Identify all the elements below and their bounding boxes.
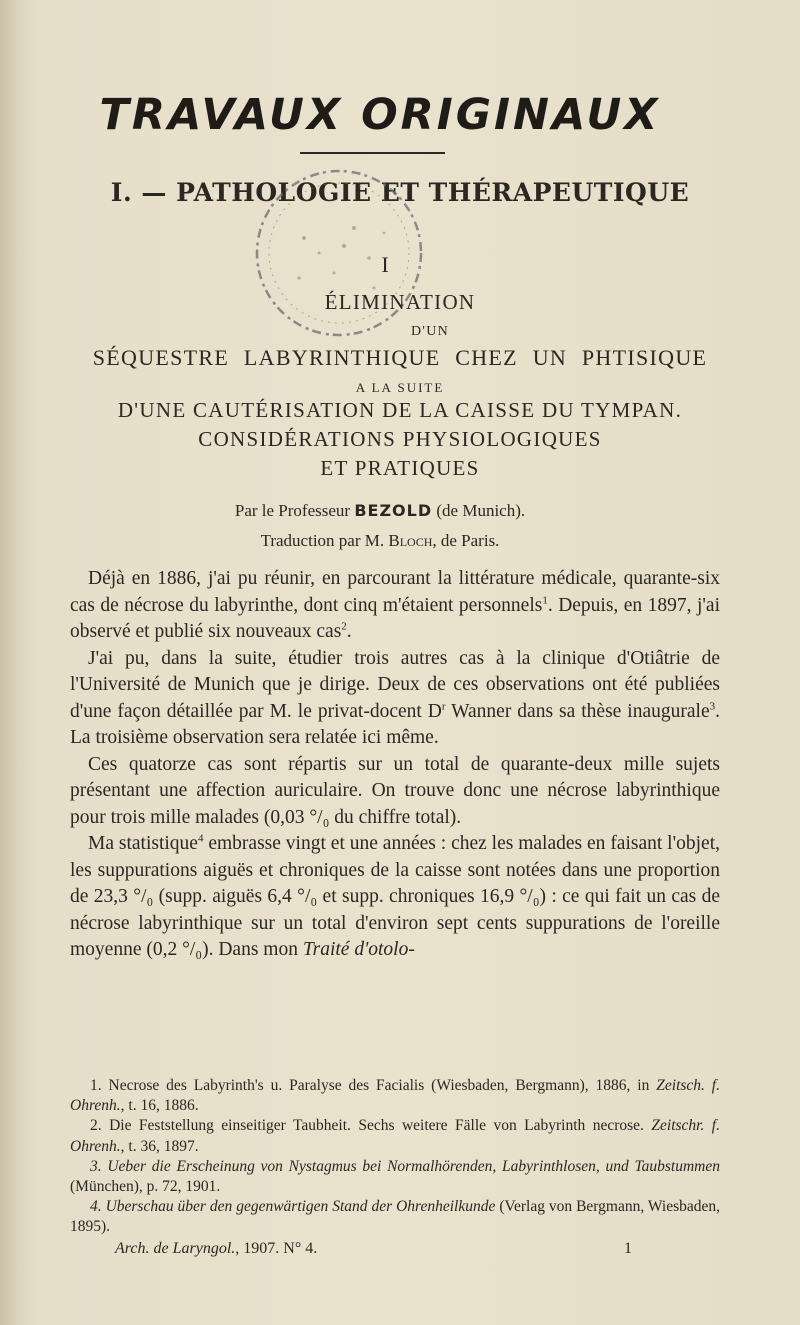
italic-run: Arch. de Laryngol. — [115, 1240, 236, 1257]
article-title-line5: D'UNE CAUTÉRISATION DE LA CAISSE DU TYMPAN. — [117, 398, 683, 422]
footnote-4 — [70, 1197, 720, 1237]
section-heading: I. — PATHOLOGIE ET THÉRAPEUTIQUE — [110, 178, 690, 207]
text-run: Wanner dans sa thèse inaugurale — [445, 700, 710, 722]
article-title-line2: D'UN — [410, 324, 450, 339]
paragraph — [70, 566, 720, 646]
article-title-line7: ET PRATIQUES — [320, 456, 480, 480]
paragraph — [70, 646, 720, 752]
text-run: , t. 36, 1897. — [120, 1137, 199, 1155]
library-stamp-icon — [244, 158, 434, 348]
text-run: 2. Die Feststellung einseitiger Taubheit. Sechs weitere Fälle von Labyrinth necrose. — [90, 1117, 652, 1135]
text-run: J'ai pu, dans la suite, étudier trois autres cas à la clinique d'Otiâtrie de l'Université de Munich que je dirige. Deux de ces observations ont été publiées d'une façon détaillée par M. le privat-docent D — [70, 647, 720, 722]
title-rule — [300, 152, 445, 154]
text-run: embrasse vingt et une années : chez les malades en faisant l'objet, les suppurations aiguës et chroniques de la caisse sont notées dans une proportion de 23,3 °/₀ (supp. aiguës 6,4 °/₀ et supp. chroniques 16,9 °/₀) : ce qui fait un cas de nécrose labyrinthique sur un total d'environ sept cents suppurations de l'oreille moyenne (0,2 °/₀). Dans mon — [70, 833, 720, 960]
paragraph — [70, 831, 720, 964]
text-run: . — [346, 621, 352, 642]
footnote-3 — [70, 1157, 720, 1197]
article-title-line3: SÉQUESTRE LABYRINTHIQUE CHEZ UN PHTISIQUE — [92, 345, 708, 370]
text-run: Déjà en 1886, j'ai pu réunir, en parcourant la littérature médicale, quarante-six cas de nécrose du labyrinthe, dont cinq m'étaient personnels — [70, 568, 720, 616]
translation-suffix: , de Paris. — [432, 531, 500, 550]
footnotes — [70, 1076, 720, 1238]
translation-prefix: Traduction par M. — [260, 531, 389, 550]
text-run: (München), p. 72, 1901. — [70, 1178, 221, 1196]
footnote-ref: 2 — [341, 620, 347, 633]
author-name: BEZOLD — [354, 501, 433, 520]
page-number: 1 — [624, 1240, 632, 1257]
italic-run: 3. Ueber die Erscheinung von Nystagmus bei Normalhörenden, Labyrinthlosen, und Taubstummen — [90, 1157, 720, 1175]
text-run: Ma statistique — [88, 833, 198, 854]
text-run: , 1907. N° 4. — [235, 1240, 318, 1257]
footnote-ref: 4 — [197, 832, 204, 845]
article-body — [70, 566, 720, 964]
text-run: . Depuis, en 1897, j'ai observé et publié six nouveaux cas — [70, 594, 721, 642]
journal-section-title: TRAVAUX ORIGINAUX — [99, 90, 661, 140]
footnote-1 — [70, 1076, 720, 1116]
paragraph: Ces quatorze cas sont répartis sur un total de quarante-deux mille sujets présentant une affection auriculaire. On trouve donc une nécrose labyrinthique pour trois mille malades (0,03 °/₀ du chiffre total). — [70, 753, 720, 828]
italic-run: 4. Uberschau über den gegenwärtigen Stand der Ohrenheilkunde — [90, 1198, 496, 1216]
author-prefix: Par le Professeur — [234, 501, 355, 520]
footnote-2 — [70, 1116, 720, 1156]
footnote-ref: 3 — [709, 700, 716, 712]
italic-run: Zeitschr. f. Ohrenh. — [70, 1117, 720, 1155]
italic-run: Zeitsch. f. Ohrenh. — [70, 1077, 720, 1115]
author-suffix: (de Munich). — [432, 501, 526, 520]
article-title-line6: CONSIDÉRATIONS PHYSIOLOGIQUES — [198, 427, 602, 451]
text-run: 1. Necrose des Labyrinth's u. Paralyse des Facialis (Wiesbaden, Bergmann), 1886, in — [90, 1077, 657, 1094]
superscript: r — [441, 700, 446, 712]
text-run: (Verlag von Bergmann, Wiesbaden, 1895). — [70, 1198, 721, 1236]
article-title-line4: A LA SUITE — [355, 380, 445, 395]
text-run: . La troisième observation sera relatée ici même. — [70, 700, 720, 748]
article-title-line1: ÉLIMINATION — [324, 290, 476, 314]
article-number: I — [381, 252, 389, 277]
translator-name: Bloch — [388, 531, 433, 550]
journal-citation — [115, 1240, 317, 1258]
italic-run: Traité d'otolo- — [302, 939, 415, 960]
author-line — [0, 501, 760, 521]
translation-line — [0, 531, 760, 551]
footnote-ref: 1 — [542, 594, 548, 606]
text-run: , t. 16, 1886. — [120, 1097, 199, 1115]
